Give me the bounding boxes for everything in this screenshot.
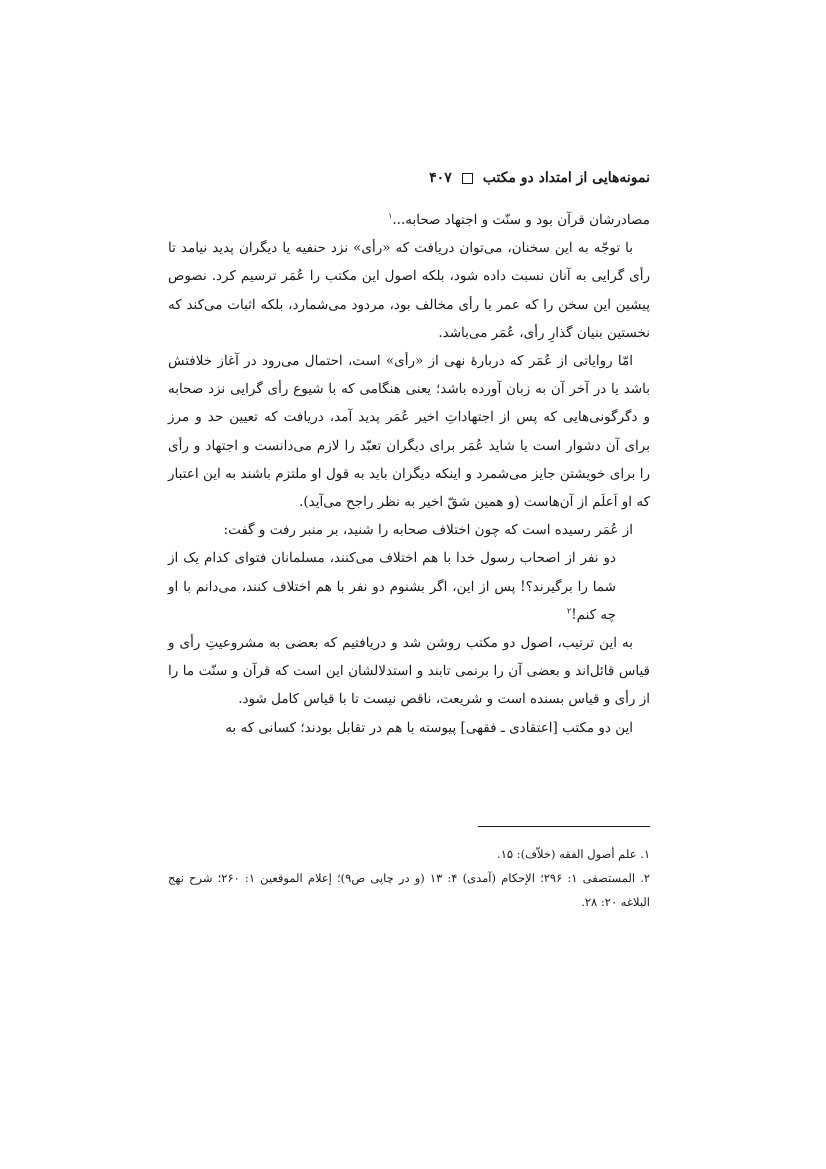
paragraph: به این ترتیب، اصول دو مکتب روشن شد و دریافتیم که بعضی به مشروعیتِ رأی و قیاس قائل‌اند و بعضی آن را برنمی تابند و استدلالشان این است که قرآن و سنّت ما را از رأی و قیاس بسنده است و شریعت، ناقص نیست تا با قیاس کامل شود. <box>168 635 650 708</box>
paragraph: این دو مکتب [اعتقادی ـ فقهی] پیوسته با هم در تقابل بودند؛ کسانی که به <box>225 719 633 736</box>
footnotes <box>168 842 650 914</box>
paragraph: با توجّه به این سخنان، می‌توان دریافت که «رأی» نزد حنفیه یا دیگران پدید نیامد تا رأی گرایی به آنان نسبت داده شود، بلکه اصول این مکتب را عُمَر ترسیم کرد. نصوص پیشین این سخن را که عمر با رأی مخالف بود، مردود می‌شمارد، بلکه اثبات می‌کند که نخستین بنیان گذارِ رأی، عُمَر می‌باشد. <box>168 240 650 341</box>
paragraph: امّا روایاتی از عُمَر که دربارهٔ نهی از «رأی» است، احتمال می‌رود در آغاز خلافتش باشد یا در آخر آن به زبان آورده باشد؛ یعنی هنگامی که با شیوع رأی گرایی نزد صحابه و دگرگونی‌هایی که پس از اجتهاداتِ اخیر عُمَر پدید آمد، دریافت که تعیین حد و مرز برای آن دشوار است یا شاید عُمَر برای دیگران تعبّد را لازم می‌دانست و اجتهاد و رأی را برای خویشتن جایز می‌شمرد و اینکه دیگران باید به قول او ملتزم باشند به این اعتبار که او اَعلَم از آن‌هاست (و همین شقّ اخیر به نظر راجح می‌آید). <box>168 353 650 511</box>
running-header <box>429 170 650 186</box>
footnote-divider <box>478 826 650 827</box>
page-number: ۴۰۷ <box>429 170 452 186</box>
header-title: نمونه‌هایی از امتداد دو مکتب <box>482 170 650 186</box>
footnote-mark: ۲ <box>566 606 572 616</box>
footnote-mark: ۱ <box>388 211 393 221</box>
square-ornament-icon <box>462 173 473 184</box>
paragraph: از عُمَر رسیده است که چون اختلاف صحابه را شنید، بر منبر رفت و گفت: <box>223 522 633 539</box>
footnote: ۲. المستصفی ۱: ۲۹۶؛ الإحکام (آمدی) ۴: ۱۳ (و در چاپی ص۹)؛ إعلام الموقعین ۱: ۲۶۰؛ شرح نهج البلاغه ۲۰: ۲۸. <box>168 871 651 909</box>
footnote: ۱. علم أصول الفقه (خلاّف): ۱۵. <box>497 847 650 861</box>
block-quote <box>168 544 650 629</box>
body-text <box>168 206 650 742</box>
paragraph <box>168 206 650 234</box>
paragraph-text: مصادرشان قرآن بود و سنّت و اجتهاد صحابه... <box>392 212 650 228</box>
quote-text: دو نفر از اصحاب رسول خدا با هم اختلاف می‌کنند، مسلمانان فتوای کدام یک از شما را برگیرند؟! پس از این، اگر بشنوم دو نفر با هم اختلاف کنند، می‌دانم با او چه کنم! <box>168 550 616 623</box>
